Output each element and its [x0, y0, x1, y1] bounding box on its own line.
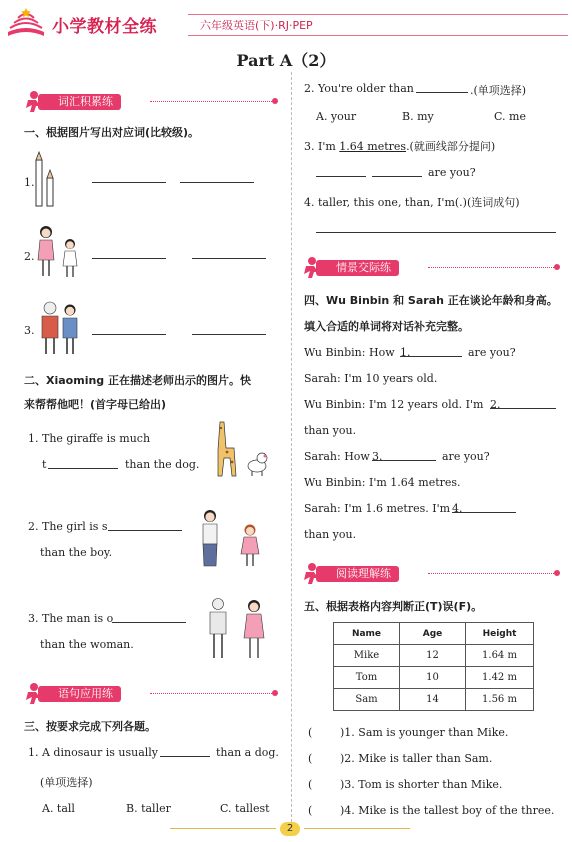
tf-answer-paren[interactable]: (	[308, 804, 313, 817]
dialogue-line: than you.	[304, 424, 357, 437]
q3-item2-text: 2. You're older than	[304, 82, 414, 95]
rule-end-dot	[272, 690, 278, 696]
table-row	[334, 689, 534, 711]
two-girls-image	[34, 224, 84, 280]
section-title: 词汇积累练	[38, 94, 121, 110]
dialogue-line: Wu Binbin: I'm 12 years old. I'm	[304, 398, 484, 411]
answer-blank[interactable]	[108, 520, 182, 531]
answer-blank[interactable]	[416, 82, 468, 93]
q3-heading: 三、按要求完成下列各题。	[24, 720, 156, 733]
q1-item-number: 1.	[24, 176, 35, 189]
answer-blank[interactable]	[92, 248, 166, 259]
section-title: 阅读理解练	[316, 566, 399, 582]
table-cell: Mike	[334, 645, 400, 667]
answer-blank[interactable]	[316, 166, 366, 177]
q1-item-number: 2.	[24, 250, 35, 263]
dialogue-line: are you?	[442, 450, 490, 463]
answer-blank[interactable]	[92, 324, 166, 335]
tf-statement: )2. Mike is taller than Sam.	[340, 752, 493, 765]
blank-number: 1.	[400, 346, 411, 359]
section-banner-vocab	[20, 92, 290, 112]
two-men-image	[36, 298, 86, 358]
dialogue-line: Sarah: How	[304, 450, 370, 463]
q1-item-number: 3.	[24, 324, 35, 337]
answer-blank[interactable]	[180, 172, 254, 183]
q3-item3-tail: .(就画线部分提问)	[406, 140, 496, 153]
column-header: Height	[466, 623, 534, 645]
q5-heading: 五、根据表格内容判断正(T)误(F)。	[304, 600, 483, 613]
option[interactable]: B. taller	[126, 802, 171, 815]
info-table	[333, 622, 534, 711]
man-woman-image	[204, 596, 274, 662]
answer-blank[interactable]	[160, 746, 210, 757]
q3-item3	[304, 138, 495, 154]
column-header: Age	[400, 623, 466, 645]
table-cell: 10	[400, 667, 466, 689]
answer-blank[interactable]	[112, 612, 186, 623]
q1-heading: 一、根据图片写出对应词(比较级)。	[24, 126, 200, 139]
boy-girl-image	[196, 508, 272, 570]
footer-rule	[170, 828, 276, 829]
column-header: Name	[334, 623, 400, 645]
series-subtitle: 六年级英语(下)·RJ·PEP	[200, 19, 313, 32]
page-number: 2	[280, 822, 300, 836]
dialogue-line: Wu Binbin: I'm 1.64 metres.	[304, 476, 461, 489]
dotted-rule	[428, 267, 554, 268]
dotted-rule	[150, 693, 272, 694]
answer-blank[interactable]	[192, 248, 266, 259]
tf-answer-paren[interactable]: (	[308, 726, 313, 739]
blank-number: 2.	[490, 398, 501, 411]
q4-heading-line2: 填入合适的单词将对话补充完整。	[304, 320, 469, 333]
q2-heading-line1: 二、Xiaoming 正在描述老师出示的图片。快	[24, 374, 251, 387]
rule-end-dot	[554, 570, 560, 576]
answer-blank[interactable]	[192, 324, 266, 335]
dotted-rule	[428, 573, 554, 574]
section-banner-reading	[298, 564, 566, 584]
q3-item3-ending: are you?	[428, 166, 476, 179]
answer-blank[interactable]	[48, 458, 118, 469]
dialogue-line: Sarah: I'm 1.6 metres. I'm	[304, 502, 451, 515]
table-cell: Tom	[334, 667, 400, 689]
pencils-image	[34, 150, 56, 210]
q4-heading-line1: 四、Wu Binbin 和 Sarah 正在谈论年龄和身高。	[304, 294, 558, 307]
section-banner-sentence	[20, 684, 290, 704]
column-divider	[291, 72, 292, 832]
tf-answer-paren[interactable]: (	[308, 752, 313, 765]
page-title: Part A（2）	[236, 51, 336, 70]
q2-item1-letter: t	[42, 458, 47, 471]
dialogue-line: than you.	[304, 528, 357, 541]
dialogue-line: are you?	[468, 346, 516, 359]
blank-number: 3.	[372, 450, 383, 463]
q2-item1-tail: than the dog.	[125, 458, 200, 471]
section-banner-dialogue	[298, 258, 566, 278]
book-logo-icon	[4, 6, 48, 38]
q2-item3-text: 3. The man is o	[28, 612, 114, 625]
rule-end-dot	[272, 98, 278, 104]
footer-rule	[304, 828, 410, 829]
q2-item2-text: 2. The girl is s	[28, 520, 108, 533]
q3-item3-text: 3. I'm	[304, 140, 336, 153]
section-title: 语句应用练	[38, 686, 121, 702]
series-title: 小学教材全练	[52, 17, 157, 37]
q2-item2-tail: than the boy.	[40, 546, 113, 559]
section-title: 情景交际练	[316, 260, 399, 276]
tf-statement: )3. Tom is shorter than Mike.	[340, 778, 503, 791]
answer-line[interactable]	[316, 222, 556, 233]
table-row	[334, 645, 534, 667]
answer-blank[interactable]	[400, 346, 462, 357]
table-cell: 1.56 m	[466, 689, 534, 711]
page-header	[0, 0, 572, 44]
option[interactable]: B. my	[402, 110, 434, 123]
giraffe-dog-image	[210, 418, 272, 480]
answer-blank[interactable]	[92, 172, 166, 183]
answer-blank[interactable]	[490, 398, 556, 409]
dotted-rule	[150, 101, 272, 102]
q3-item4-text: 4. taller, this one, than, I'm(.)(连词成句)	[304, 196, 520, 209]
table-cell: 14	[400, 689, 466, 711]
option[interactable]: A. your	[316, 110, 357, 123]
option[interactable]: C. tallest	[220, 802, 270, 815]
q2-item1-text: 1. The giraffe is much	[28, 432, 151, 445]
table-cell: Sam	[334, 689, 400, 711]
option[interactable]: A. tall	[42, 802, 75, 815]
underlined-phrase: 1.64 metres	[339, 140, 407, 153]
table-header-row	[334, 623, 534, 645]
q3-item1-text: 1. A dinosaur is usually	[28, 746, 159, 759]
q3-item2-tail: .(单项选择)	[470, 84, 527, 97]
q2-item3-tail: than the woman.	[40, 638, 134, 651]
dialogue-line: Sarah: I'm 10 years old.	[304, 372, 438, 385]
option[interactable]: C. me	[494, 110, 526, 123]
q3-item1-note: (单项选择)	[40, 776, 93, 789]
tf-statement: )4. Mike is the tallest boy of the three.	[340, 804, 555, 817]
q3-item1-tail: than a dog.	[216, 746, 279, 759]
table-cell: 1.42 m	[466, 667, 534, 689]
answer-blank[interactable]	[372, 450, 436, 461]
rule-end-dot	[554, 264, 560, 270]
answer-blank[interactable]	[452, 502, 516, 513]
table-cell: 12	[400, 645, 466, 667]
table-cell: 1.64 m	[466, 645, 534, 667]
dialogue-line: Wu Binbin: How	[304, 346, 395, 359]
table-row	[334, 667, 534, 689]
tf-statement: )1. Sam is younger than Mike.	[340, 726, 509, 739]
q2-heading-line2: 来帮帮他吧！(首字母已给出)	[24, 398, 167, 411]
tf-answer-paren[interactable]: (	[308, 778, 313, 791]
blank-number: 4.	[452, 502, 463, 515]
answer-blank[interactable]	[372, 166, 422, 177]
